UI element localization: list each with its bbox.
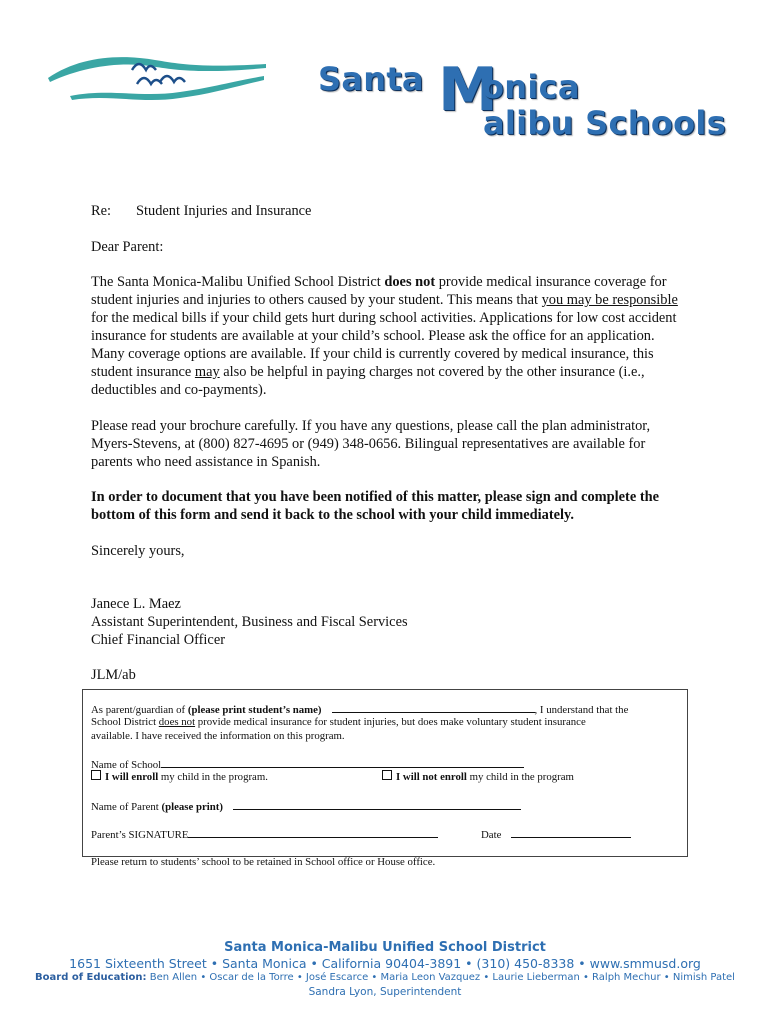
student-name-field[interactable] <box>332 701 535 713</box>
footer-superintendent: Sandra Lyon, Superintendent <box>308 986 462 998</box>
not-enroll-option[interactable]: I will not enroll my child in the program <box>382 770 574 785</box>
signature-row: Parent’s SIGNATURE <box>91 826 438 843</box>
district-logo-graphic <box>40 48 272 110</box>
signer-title-1: Assistant Superintendent, Business and Fiscal Services <box>91 614 408 630</box>
brand-malibu-schools: alibu Schools <box>483 104 727 142</box>
signer-title-2: Chief Financial Officer <box>91 632 225 648</box>
subject-line <box>91 202 691 220</box>
enroll-option[interactable]: I will enroll my child in the program. <box>91 770 268 785</box>
not-enroll-checkbox[interactable] <box>382 770 392 780</box>
re-label: Re: <box>91 203 111 219</box>
signature-field[interactable] <box>188 826 438 838</box>
form-line-1: As parent/guardian of (please print student’s name) , I understand that the <box>91 701 628 718</box>
footer-address: 1651 Sixteenth Street • Santa Monica • California 90404-3891 • (310) 450-8338 • www.smmusd.org <box>69 956 701 971</box>
date-row: Date <box>481 826 631 843</box>
brand-santa: Santa <box>318 60 424 98</box>
paragraph-instructions: In order to document that you have been notified of this matter, please sign and complete the bottom of this form and send it back to the school with your child immediately. <box>91 489 660 523</box>
paragraph-coverage: The Santa Monica-Malibu Unified School District does not provide medical insurance coverage for student injuries and injuries to others caused by your student. This means that you may be responsible for the medical bills if your child gets hurt during school activities. Applications for low cost accident insurance for students are available at your child’s school. Please ask the office for an application. Many coverage options are available. If your child is currently covered by medical insurance, this student insurance may also be helpful in paying charges not covered by the other insurance (i.e., deductibles and co-payments). <box>91 274 678 398</box>
footer-board: Board of Education: Ben Allen • Oscar de la Torre • José Escarce • Maria Leon Vazquez • Laurie Lieberman • Ralph Mechur • Nimish Patel <box>35 972 735 983</box>
signer-name: Janece L. Maez <box>91 596 181 612</box>
initials: JLM/ab <box>91 667 136 683</box>
closing: Sincerely yours, <box>91 543 185 559</box>
date-field[interactable] <box>511 826 631 838</box>
school-name-row: Name of School <box>91 756 524 773</box>
re-subject: Student Injuries and Insurance <box>136 203 312 219</box>
parent-name-field[interactable] <box>233 798 521 810</box>
paragraph-brochure: Please read your brochure carefully. If you have any questions, please call the plan administrator, Myers-Stevens, at (800) 827-4695 or (949) 348-0656. Bilingual representatives are available for parents who need assistance in Spanish. <box>91 418 651 470</box>
footer-district: Santa Monica-Malibu Unified School District <box>224 940 546 955</box>
form-line-3: available. I have received the information on this program. <box>91 730 345 742</box>
school-name-field[interactable] <box>161 756 524 768</box>
brand-onica: onica <box>482 68 580 106</box>
return-note: Please return to students’ school to be retained in School office or House office. <box>91 856 436 868</box>
parent-name-row: Name of Parent (please print) <box>91 798 521 815</box>
enroll-checkbox[interactable] <box>91 770 101 780</box>
salutation: Dear Parent: <box>91 239 164 255</box>
brand-big-m: M <box>438 55 498 125</box>
form-line-2: School District does not provide medical insurance for student injuries, but does make voluntary student insurance <box>91 716 586 728</box>
